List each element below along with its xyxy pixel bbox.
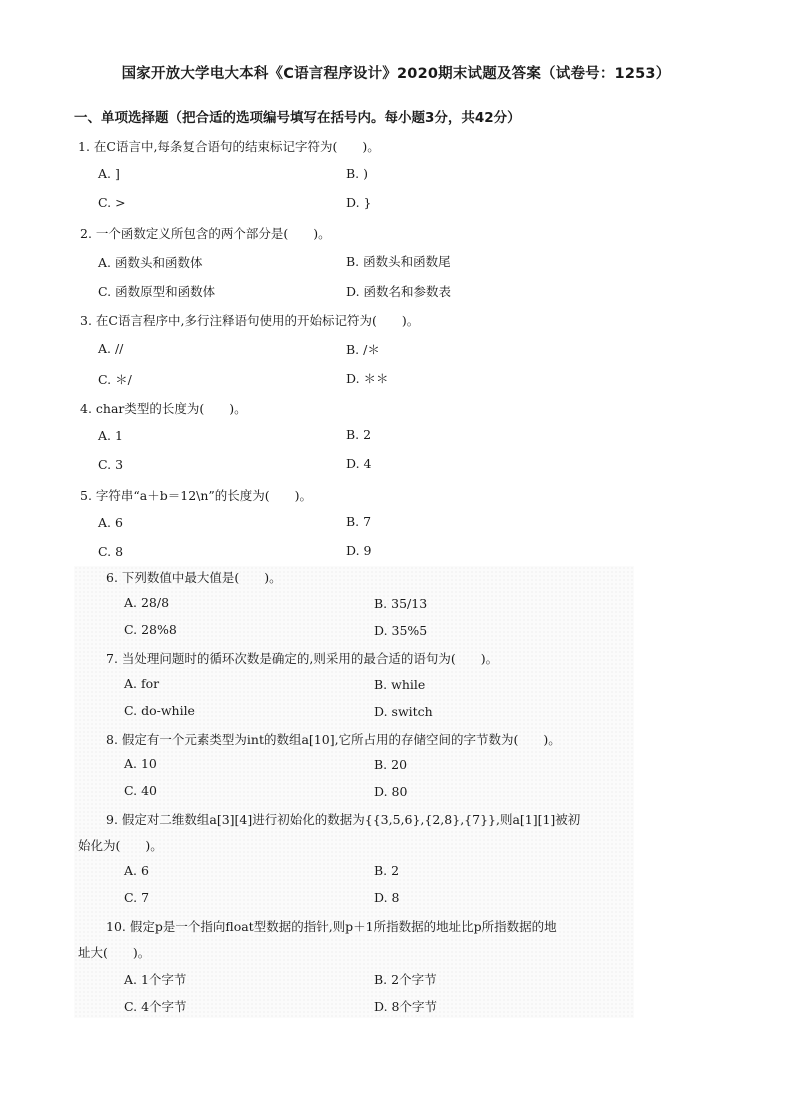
question-10: 10. 假定p是一个指向float型数据的指针,则p＋1所指数据的地址比p所指数据的地 bbox=[106, 919, 557, 934]
option-5c: C. 8 bbox=[98, 544, 124, 559]
option-8a: A. 10 bbox=[124, 756, 157, 771]
option-7b: B. while bbox=[374, 677, 426, 692]
question-4: 4. char类型的长度为( )。 bbox=[80, 401, 247, 416]
option-3b: B. /＊ bbox=[346, 342, 380, 357]
option-10c: C. 4个字节 bbox=[124, 999, 187, 1014]
question-6: 6. 下列数值中最大值是( )。 bbox=[106, 570, 282, 585]
option-4b: B. 2 bbox=[346, 427, 372, 442]
page-title: 国家开放大学电大本科《C语言程序设计》2020期末试题及答案（试卷号：1253） bbox=[121, 66, 671, 82]
option-7a: A. for bbox=[124, 676, 160, 691]
option-7d: D. switch bbox=[374, 704, 433, 719]
option-5d: D. 9 bbox=[346, 543, 372, 558]
option-8d: D. 80 bbox=[374, 784, 408, 799]
option-2c: C. 函数原型和函数体 bbox=[98, 284, 216, 299]
option-3a: A. // bbox=[98, 341, 124, 356]
option-9a: A. 6 bbox=[124, 863, 149, 878]
option-1c: C. > bbox=[98, 195, 126, 210]
option-2a: A. 函数头和函数体 bbox=[98, 255, 203, 270]
option-6a: A. 28/8 bbox=[124, 595, 170, 610]
option-4d: D. 4 bbox=[346, 456, 372, 471]
question-3: 3. 在C语言程序中,多行注释语句使用的开始标记符为( )。 bbox=[80, 313, 420, 328]
option-6d: D. 35%5 bbox=[374, 623, 428, 638]
option-5b: B. 7 bbox=[346, 514, 372, 529]
option-2d: D. 函数名和参数表 bbox=[346, 284, 452, 299]
option-10b: B. 2个字节 bbox=[374, 972, 437, 987]
option-10a: A. 1个字节 bbox=[124, 972, 187, 987]
option-9b: B. 2 bbox=[374, 863, 400, 878]
question-1: 1. 在C语言中,每条复合语句的结束标记字符为( )。 bbox=[78, 139, 380, 154]
section-heading: 一、单项选择题（把合适的选项编号填写在括号内。每小题3分，共42分） bbox=[74, 110, 521, 126]
option-6b: B. 35/13 bbox=[374, 596, 428, 611]
option-3c: C. ＊/ bbox=[98, 372, 132, 387]
question-5: 5. 字符串“a＋b＝12\n”的长度为( )。 bbox=[80, 488, 313, 503]
option-7c: C. do-while bbox=[124, 703, 195, 718]
option-4c: C. 3 bbox=[98, 457, 124, 472]
option-1a: A. ] bbox=[98, 166, 120, 181]
question-10-continued: 址大( )。 bbox=[78, 945, 151, 960]
option-9c: C. 7 bbox=[124, 890, 150, 905]
option-8c: C. 40 bbox=[124, 783, 157, 798]
option-1b: B. ) bbox=[346, 166, 369, 181]
option-2b: B. 函数头和函数尾 bbox=[346, 254, 451, 269]
question-7: 7. 当处理问题时的循环次数是确定的,则采用的最合适的语句为( )。 bbox=[106, 651, 499, 666]
option-1d: D. } bbox=[346, 195, 372, 210]
question-2: 2. 一个函数定义所包含的两个部分是( )。 bbox=[80, 226, 331, 241]
option-3d: D. ＊＊ bbox=[346, 371, 389, 386]
option-10d: D. 8个字节 bbox=[374, 999, 437, 1014]
option-5a: A. 6 bbox=[98, 515, 123, 530]
question-9: 9. 假定对二维数组a[3][4]进行初始化的数据为{{3,5,6},{2,8},{7}},则a[1][1]被初 bbox=[106, 812, 581, 827]
option-4a: A. 1 bbox=[98, 428, 123, 443]
option-8b: B. 20 bbox=[374, 757, 408, 772]
question-8: 8. 假定有一个元素类型为int的数组a[10],它所占用的存储空间的字节数为( )。 bbox=[106, 732, 561, 747]
option-6c: C. 28%8 bbox=[124, 622, 177, 637]
question-9-continued: 始化为( )。 bbox=[78, 838, 163, 853]
option-9d: D. 8 bbox=[374, 890, 400, 905]
